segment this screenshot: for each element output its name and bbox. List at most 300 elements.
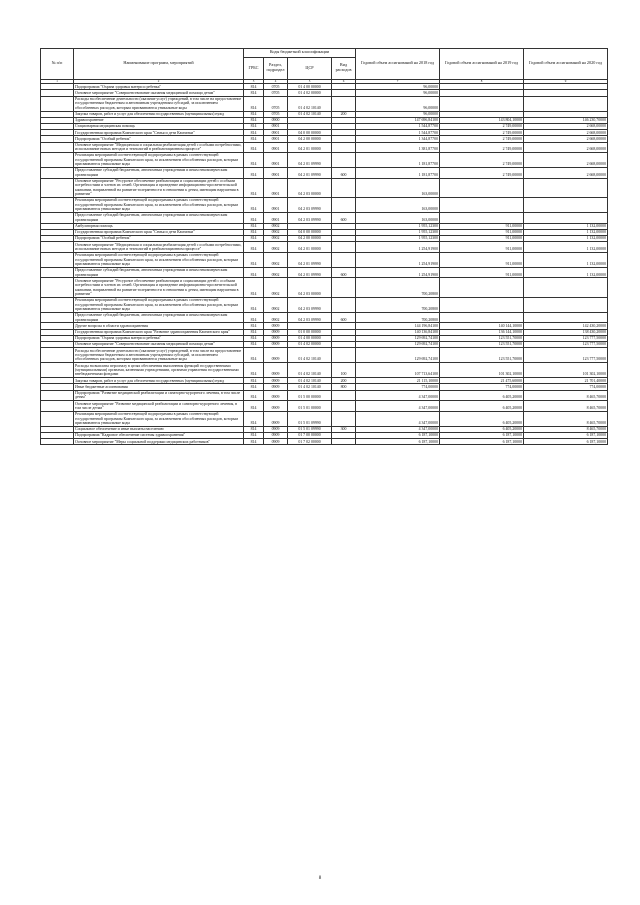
row-csr: 01 4 02 10140 (288, 111, 332, 117)
row-volume-2019 (440, 278, 524, 297)
row-number (41, 267, 74, 278)
row-volume-2019: 6 405,20000 (440, 390, 524, 401)
row-section: 0902 (264, 278, 288, 297)
row-number (41, 278, 74, 297)
table-row (41, 153, 608, 168)
row-volume-2018: 700,20800 (356, 312, 440, 323)
row-section: 0909 (264, 384, 288, 390)
row-name: Реализация мероприятий соответствующей подпрограммы в рамках соответствующей государственной программы Камчатского края, за исключением обособленных расходов, которым присваиваются уникальные коды (74, 297, 244, 312)
row-section: 0909 (264, 390, 288, 401)
row-grbs: 814 (244, 384, 264, 390)
row-volume-2018: 129 692,74100 (356, 342, 440, 348)
row-expense-type (332, 242, 356, 253)
row-expense-type: 300 (332, 426, 356, 432)
row-volume-2018: 1 955,12300 (356, 229, 440, 235)
row-section: 0900 (264, 117, 288, 123)
row-csr: 04 0 00 00000 (288, 130, 332, 136)
row-grbs: 814 (244, 90, 264, 96)
row-csr: 01 4 02 10140 (288, 348, 332, 363)
row-name: Основное мероприятие "Меры социальной поддержки медицинских работников" (74, 439, 244, 445)
row-csr: 04 2 00 00000 (288, 136, 332, 142)
header-section: Раздел, подраздел (264, 57, 288, 79)
row-volume-2020: 774,00000 (524, 384, 608, 390)
row-grbs: 814 (244, 329, 264, 335)
table-row (41, 198, 608, 213)
row-section: 0909 (264, 348, 288, 363)
row-grbs: 814 (244, 117, 264, 123)
row-section: 0909 (264, 411, 288, 426)
row-volume-2020 (524, 312, 608, 323)
header-volume-2018: Годовой объем ассигнований на 2018 год (356, 49, 440, 80)
row-csr: 04 2 03 00000 (288, 178, 332, 197)
row-volume-2019: 101 302,10000 (440, 363, 524, 378)
row-expense-type (332, 390, 356, 401)
row-volume-2020: 146 230,70000 (524, 117, 608, 123)
row-number (41, 198, 74, 213)
row-expense-type: 200 (332, 111, 356, 117)
row-volume-2019: 140 144,10000 (440, 323, 524, 329)
row-volume-2020 (524, 198, 608, 213)
row-grbs: 814 (244, 297, 264, 312)
row-grbs: 814 (244, 378, 264, 384)
row-volume-2020: 6 187,10000 (524, 439, 608, 445)
row-volume-2020: 1 132,00000 (524, 252, 608, 267)
row-volume-2018: 6 187,10000 (356, 432, 440, 438)
row-name: Основное мероприятие "Развитие медицинской реабилитации и санаторно-курортного лечения, в том числе детям" (74, 401, 244, 412)
column-number: 5 (288, 79, 332, 83)
row-number (41, 252, 74, 267)
row-name: Иные бюджетные ассигнования (74, 384, 244, 390)
row-section: 0909 (264, 323, 288, 329)
row-grbs: 814 (244, 229, 264, 235)
row-number (41, 297, 74, 312)
header-csr: ЦСР (288, 57, 332, 79)
row-volume-2019: 6 405,20000 (440, 401, 524, 412)
row-grbs: 814 (244, 168, 264, 179)
row-volume-2019: 911,00000 (440, 242, 524, 253)
row-name: Основное мероприятие "Совершенствование оказания медицинской помощи детям" (74, 90, 244, 96)
header-expense-type: Вид расходов (332, 57, 356, 79)
row-csr: 04 2 01 09990 (288, 267, 332, 278)
row-number (41, 96, 74, 111)
row-grbs: 814 (244, 123, 264, 129)
row-volume-2018: 774,00000 (356, 384, 440, 390)
row-volume-2020: 123 777,50000 (524, 335, 608, 341)
row-grbs: 814 (244, 342, 264, 348)
row-number (41, 242, 74, 253)
row-section: 0909 (264, 432, 288, 438)
row-name: Реализация мероприятий соответствующей подпрограммы в рамках соответствующей государственной программы Камчатского края, за исключением обособленных расходов, которым присваиваются уникальные коды (74, 252, 244, 267)
column-number: 8 (440, 79, 524, 83)
row-volume-2018: 163,00000 (356, 213, 440, 224)
row-grbs: 814 (244, 411, 264, 426)
row-section: 0902 (264, 267, 288, 278)
row-grbs: 814 (244, 439, 264, 445)
row-volume-2020 (524, 297, 608, 312)
row-csr: 01 0 00 00000 (288, 329, 332, 335)
row-section: 0705 (264, 84, 288, 90)
row-csr: 01 4 02 00000 (288, 342, 332, 348)
row-expense-type (332, 153, 356, 168)
row-grbs: 814 (244, 348, 264, 363)
row-section: 0901 (264, 153, 288, 168)
row-section: 0902 (264, 297, 288, 312)
row-volume-2019: 21 475,60000 (440, 378, 524, 384)
row-volume-2020: 1 132,00000 (524, 267, 608, 278)
row-volume-2019: 2 749,00000 (440, 142, 524, 153)
table-row (41, 96, 608, 111)
row-volume-2020: 8 465,70000 (524, 426, 608, 432)
table-row (41, 178, 608, 197)
row-section: 0901 (264, 130, 288, 136)
row-name: Предоставление субсидий бюджетным, автономным учреждениям и иным некоммерческим организациям (74, 213, 244, 224)
row-csr: 04 2 03 09990 (288, 198, 332, 213)
row-csr: 04 0 00 00000 (288, 229, 332, 235)
row-volume-2020: 21 701,40000 (524, 378, 608, 384)
header-volume-2020: Годовой объем ассигнований на 2020 год (524, 49, 608, 80)
row-section: 0901 (264, 123, 288, 129)
row-volume-2019: 2 749,00000 (440, 168, 524, 179)
row-csr: 04 2 03 09990 (288, 213, 332, 224)
row-name: Подпрограмма "Кадровое обеспечение системы здравоохранения" (74, 432, 244, 438)
table-row (41, 439, 608, 445)
row-volume-2019: 2 749,00000 (440, 136, 524, 142)
row-volume-2018: 1 181,87700 (356, 153, 440, 168)
row-name: Расходы на обеспечение деятельности (оказание услуг) учреждений, в том числе на предоставление государственным бюджетным и автономным учреждениям субсидий, за исключением обособленных расходов, которым присваиваются уникальные коды (74, 96, 244, 111)
table-row (41, 252, 608, 267)
row-volume-2018: 1 181,87700 (356, 168, 440, 179)
row-csr: 04 2 01 09990 (288, 252, 332, 267)
row-section: 0902 (264, 223, 288, 229)
row-volume-2019: 123 551,70000 (440, 335, 524, 341)
row-volume-2018: 21 115,10000 (356, 378, 440, 384)
row-name: Основное мероприятие "Медицинская и социальная реабилитация детей с особыми потребностями, использование новых методов и технологий в реабилитационном процессе" (74, 242, 244, 253)
row-name: Предоставление субсидий бюджетным, автономным учреждениям и иным некоммерческим организациям (74, 168, 244, 179)
row-csr: 04 2 03 09990 (288, 297, 332, 312)
row-number (41, 178, 74, 197)
row-volume-2019: 136 144,10000 (440, 329, 524, 335)
page-number: 8 (318, 876, 322, 881)
row-volume-2018: 1 381,87700 (356, 142, 440, 153)
row-volume-2020: 1 132,00000 (524, 236, 608, 242)
row-expense-type (332, 178, 356, 197)
row-volume-2020: 2 668,00000 (524, 130, 608, 136)
row-grbs: 814 (244, 198, 264, 213)
table-row (41, 348, 608, 363)
row-csr: 01 4 00 00000 (288, 84, 332, 90)
row-volume-2018: 4 347,00000 (356, 401, 440, 412)
row-name: Основное мероприятие "Ресурсное обеспечение реабилитации и социализации детей с особыми потребностями и членов их семей. Организация и проведение информационно-просветительской кампании, направленной на развитие толерантности в отношении к детям, имеющим нарушения в развитии" (74, 178, 244, 197)
row-grbs: 814 (244, 142, 264, 153)
row-name: Основное мероприятие "Медицинская и социальная реабилитация детей с особыми потребностями, использование новых методов и технологий в реабилитационном процессе" (74, 142, 244, 153)
row-csr: 01 5 01 00000 (288, 401, 332, 412)
row-csr: 01 4 02 10140 (288, 96, 332, 111)
row-expense-type: 200 (332, 378, 356, 384)
row-volume-2018: 6 187,10000 (356, 439, 440, 445)
row-grbs: 814 (244, 111, 264, 117)
row-volume-2018: 129 692,74100 (356, 335, 440, 341)
row-number (41, 168, 74, 179)
row-volume-2019: 143 804,10000 (440, 117, 524, 123)
column-number: 9 (524, 79, 608, 83)
row-grbs: 814 (244, 323, 264, 329)
row-volume-2018: 1 955,12300 (356, 236, 440, 242)
row-expense-type: 800 (332, 384, 356, 390)
row-name: Реализация мероприятий соответствующей подпрограммы в рамках соответствующей государственной программы Камчатского края, за исключением обособленных расходов, которым присваиваются уникальные коды (74, 198, 244, 213)
row-volume-2019: 6 187,10000 (440, 439, 524, 445)
row-section: 0901 (264, 142, 288, 153)
row-volume-2020 (524, 178, 608, 197)
row-grbs: 814 (244, 390, 264, 401)
row-volume-2018: 1 544,87700 (356, 130, 440, 136)
row-name: Здравоохранение (74, 117, 244, 123)
row-section: 0909 (264, 426, 288, 432)
row-number (41, 348, 74, 363)
row-volume-2020: 2 668,00000 (524, 136, 608, 142)
row-expense-type: 600 (332, 312, 356, 323)
row-section: 0901 (264, 198, 288, 213)
row-volume-2018: 144 196,84100 (356, 323, 440, 329)
row-volume-2018: 1 955,12300 (356, 223, 440, 229)
row-expense-type (332, 297, 356, 312)
row-volume-2019 (440, 213, 524, 224)
row-volume-2019: 911,00000 (440, 267, 524, 278)
row-expense-type (332, 348, 356, 363)
row-volume-2020: 142 430,20000 (524, 323, 608, 329)
row-volume-2019: 911,00000 (440, 252, 524, 267)
row-grbs: 814 (244, 223, 264, 229)
row-volume-2018: 96,00000 (356, 96, 440, 111)
row-name: Реализация мероприятий соответствующей подпрограммы в рамках соответствующей государственной программы Камчатского края, за исключением обособленных расходов, которым присваиваются уникальные коды (74, 411, 244, 426)
row-name: Расходы на обеспечение деятельности (оказание услуг) учреждений, в том числе на предоставление государственным бюджетным и автономным учреждениям субсидий, за исключением обособленных расходов, которым присваиваются уникальные коды (74, 348, 244, 363)
row-grbs: 814 (244, 432, 264, 438)
row-expense-type (332, 278, 356, 297)
row-volume-2018: 1 254,91900 (356, 267, 440, 278)
row-volume-2020: 1 132,00000 (524, 223, 608, 229)
row-number (41, 401, 74, 412)
row-volume-2019: 911,00000 (440, 223, 524, 229)
row-volume-2018: 96,00000 (356, 111, 440, 117)
row-volume-2018: 129 692,74100 (356, 348, 440, 363)
row-grbs: 814 (244, 335, 264, 341)
row-section: 0705 (264, 90, 288, 96)
row-name: Предоставление субсидий бюджетным, автономным учреждениям и иным некоммерческим организациям (74, 267, 244, 278)
table-row (41, 267, 608, 278)
row-volume-2018: 163,00000 (356, 178, 440, 197)
row-volume-2020: 1 132,00000 (524, 229, 608, 235)
row-volume-2019: 2 749,00000 (440, 153, 524, 168)
row-volume-2019: 6 405,20000 (440, 411, 524, 426)
row-volume-2020: 8 465,70000 (524, 390, 608, 401)
row-number (41, 142, 74, 153)
row-csr: 04 2 03 09990 (288, 312, 332, 323)
row-name: Другие вопросы в области здравоохранения (74, 323, 244, 329)
row-expense-type (332, 411, 356, 426)
row-csr: 01 7 02 00000 (288, 439, 332, 445)
row-volume-2019 (440, 198, 524, 213)
row-volume-2018: 700,20800 (356, 297, 440, 312)
row-section: 0902 (264, 312, 288, 323)
header-volume-2019: Годовой объем ассигнований на 2019 год (440, 49, 524, 80)
row-grbs: 814 (244, 153, 264, 168)
table-header (41, 49, 608, 84)
row-volume-2018: 4 347,00000 (356, 426, 440, 432)
table-body (41, 84, 608, 445)
table-row (41, 390, 608, 401)
row-volume-2019: 774,00000 (440, 384, 524, 390)
row-name: Стационарная медицинская помощь (74, 123, 244, 129)
row-volume-2018: 163,00000 (356, 198, 440, 213)
row-name: Предоставление субсидий бюджетным, автономным учреждениям и иным некоммерческим организациям (74, 312, 244, 323)
table-row (41, 411, 608, 426)
row-volume-2019 (440, 297, 524, 312)
table-row (41, 278, 608, 297)
row-volume-2018: 1 544,87700 (356, 123, 440, 129)
row-name: Закупка товаров, работ и услуг для обеспечения государственных (муниципальных) нужд (74, 111, 244, 117)
row-section: 0909 (264, 401, 288, 412)
row-section: 0705 (264, 111, 288, 117)
row-csr: 01 5 01 09990 (288, 426, 332, 432)
header-name: Наименование программ, мероприятий (74, 49, 244, 80)
row-volume-2020 (524, 213, 608, 224)
row-csr: 04 2 00 00000 (288, 236, 332, 242)
table-row (41, 213, 608, 224)
budget-table (40, 48, 608, 445)
row-number (41, 153, 74, 168)
row-grbs: 814 (244, 236, 264, 242)
row-csr: 01 4 00 00000 (288, 335, 332, 341)
row-number (41, 213, 74, 224)
row-volume-2020: 2 668,00000 (524, 168, 608, 179)
row-volume-2020: 138 430,20000 (524, 329, 608, 335)
row-volume-2018: 4 347,00000 (356, 411, 440, 426)
row-grbs: 814 (244, 242, 264, 253)
row-csr: 01 5 00 00000 (288, 390, 332, 401)
row-section: 0902 (264, 236, 288, 242)
row-volume-2018: 1 344,87700 (356, 136, 440, 142)
row-name: Амбулаторная помощь (74, 223, 244, 229)
row-csr: 04 2 01 00000 (288, 142, 332, 153)
row-csr: 04 2 01 00000 (288, 242, 332, 253)
row-volume-2020: 8 465,70000 (524, 411, 608, 426)
row-section: 0909 (264, 363, 288, 378)
row-csr: 04 2 03 00000 (288, 278, 332, 297)
row-csr: 01 4 02 10140 (288, 363, 332, 378)
row-expense-type (332, 439, 356, 445)
header-grbs: ГРБС (244, 57, 264, 79)
table-row (41, 312, 608, 323)
row-volume-2019 (440, 96, 524, 111)
row-volume-2019: 2 749,00000 (440, 123, 524, 129)
row-expense-type: 600 (332, 267, 356, 278)
table-row (41, 297, 608, 312)
row-volume-2019: 2 749,00000 (440, 130, 524, 136)
row-csr: 01 4 02 00000 (288, 90, 332, 96)
row-volume-2018: 96,00000 (356, 84, 440, 90)
row-name: Основное мероприятие "Ресурсное обеспечение реабилитации и социализации детей с особыми потребностями и членов их семей. Организация и проведение информационно-просветительской кампании, направленной на развитие толерантности в отношении к детям, имеющим нарушения в развитии" (74, 278, 244, 297)
row-volume-2020: 8 465,70000 (524, 401, 608, 412)
row-expense-type (332, 401, 356, 412)
row-section: 0901 (264, 136, 288, 142)
row-section: 0901 (264, 213, 288, 224)
column-number: 1 (41, 79, 74, 83)
column-number: 4 (264, 79, 288, 83)
row-expense-type (332, 96, 356, 111)
row-grbs: 814 (244, 252, 264, 267)
table-row (41, 142, 608, 153)
row-number (41, 411, 74, 426)
row-name: Социальное обеспечение и иные выплаты населению (74, 426, 244, 432)
row-grbs: 814 (244, 213, 264, 224)
row-number (41, 312, 74, 323)
column-number: 6 (332, 79, 356, 83)
row-volume-2018: 700,20800 (356, 278, 440, 297)
row-volume-2018: 4 347,00000 (356, 390, 440, 401)
row-name: Подпрограмма "Особый ребенок" (74, 236, 244, 242)
row-volume-2020: 2 668,00000 (524, 153, 608, 168)
row-volume-2019: 911,00000 (440, 236, 524, 242)
row-csr: 04 2 01 09990 (288, 168, 332, 179)
row-volume-2020: 101 302,10000 (524, 363, 608, 378)
row-name: Основное мероприятие "Совершенствование оказания медицинской помощи детям" (74, 342, 244, 348)
table-row (41, 363, 608, 378)
row-volume-2020: 6 187,10000 (524, 432, 608, 438)
row-volume-2019 (440, 178, 524, 197)
row-section: 0902 (264, 229, 288, 235)
row-grbs: 814 (244, 84, 264, 90)
row-grbs: 814 (244, 96, 264, 111)
row-grbs: 814 (244, 312, 264, 323)
row-section: 0909 (264, 439, 288, 445)
row-csr: 01 4 02 10140 (288, 384, 332, 390)
table-row (41, 168, 608, 179)
row-grbs: 814 (244, 136, 264, 142)
column-number: 2 (74, 79, 244, 83)
row-volume-2020 (524, 96, 608, 111)
row-section: 0909 (264, 335, 288, 341)
row-name: Расходы на выплаты персоналу в целях обеспечения выполнения функций государственными (муниципальными) органами, казенными учреждениями, органами управления государственными внебюджетными фондами (74, 363, 244, 378)
row-volume-2020: 123 777,50000 (524, 348, 608, 363)
row-expense-type (332, 198, 356, 213)
row-volume-2018: 1 254,91900 (356, 252, 440, 267)
row-volume-2020: 2 668,00000 (524, 123, 608, 129)
row-grbs: 814 (244, 130, 264, 136)
row-expense-type: 100 (332, 363, 356, 378)
row-grbs: 814 (244, 178, 264, 197)
row-volume-2018: 107 713,64100 (356, 363, 440, 378)
row-name: Реализация мероприятий соответствующей подпрограммы в рамках соответствующей государственной программы Камчатского края, за исключением обособленных расходов, которым присваиваются уникальные коды (74, 153, 244, 168)
row-expense-type (332, 252, 356, 267)
row-name: Закупка товаров, работ и услуг для обеспечения государственных (муниципальных) нужд (74, 378, 244, 384)
row-grbs: 814 (244, 363, 264, 378)
column-number: 7 (356, 79, 440, 83)
header-number: № п/п (41, 49, 74, 80)
row-volume-2019: 123 551,70000 (440, 348, 524, 363)
row-volume-2020: 1 132,00000 (524, 242, 608, 253)
column-number: 3 (244, 79, 264, 83)
row-name: Подпрограмма "Охрана здоровья матери и ребенка" (74, 335, 244, 341)
row-expense-type: 600 (332, 213, 356, 224)
row-section: 0909 (264, 329, 288, 335)
row-number (41, 390, 74, 401)
row-csr: 04 2 01 09990 (288, 153, 332, 168)
row-number (41, 363, 74, 378)
row-volume-2018: 1 254,91900 (356, 242, 440, 253)
row-volume-2019: 911,00000 (440, 229, 524, 235)
row-volume-2019 (440, 312, 524, 323)
row-expense-type (332, 142, 356, 153)
row-csr: 01 5 01 09990 (288, 411, 332, 426)
